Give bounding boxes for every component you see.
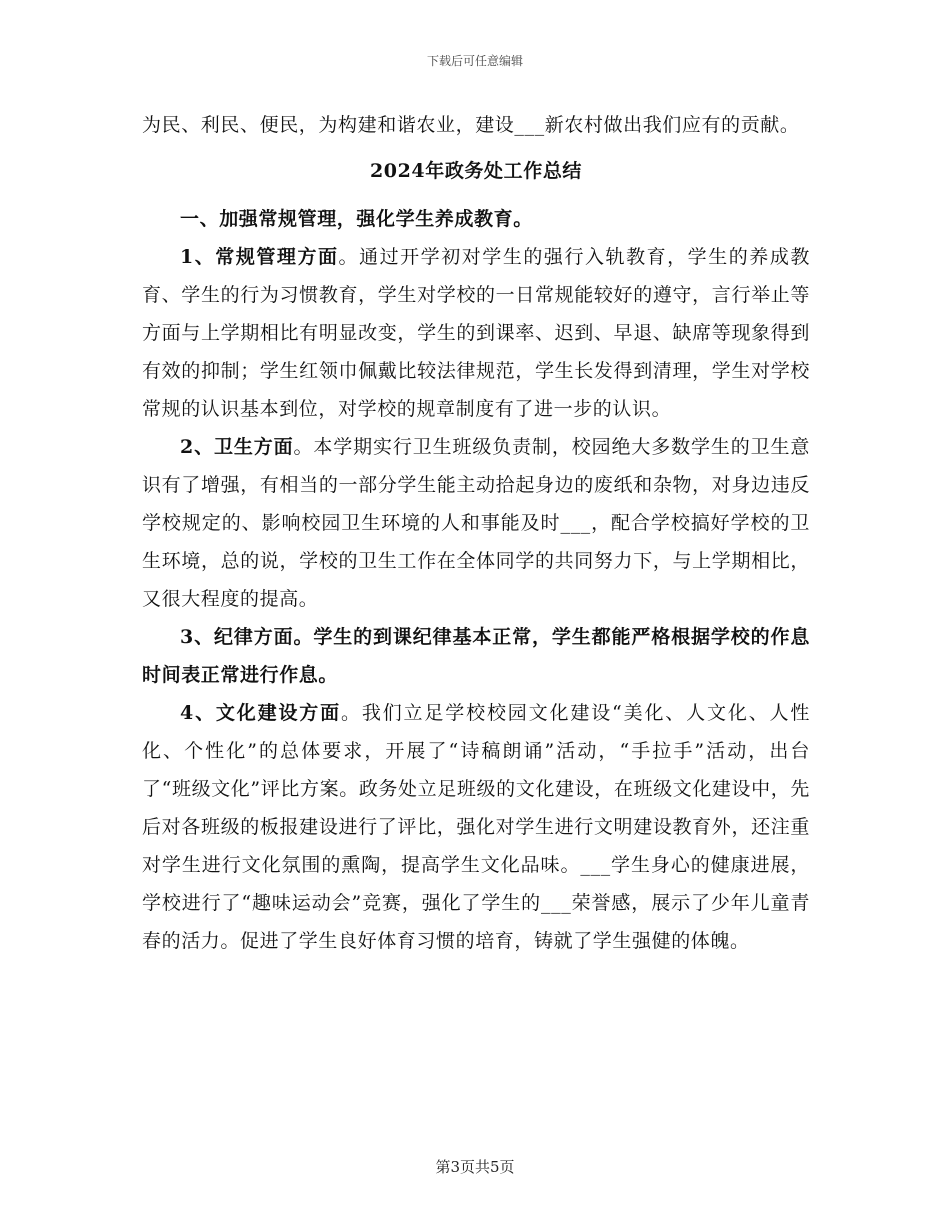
paragraph-discipline <box>142 618 810 694</box>
document-body <box>142 106 810 960</box>
item-label: 4、文化建设方面 <box>180 702 342 724</box>
page-header: 下载后可任意编辑 <box>426 54 523 68</box>
item-body: 。本学期实行卫生班级负责制，校园绝大多数学生的卫生意识有了增强，有相当的一部分学生能主动拾起身边的废纸和杂物，对身边违反学校规定的、影响校园卫生环境的人和事能及时___，配合学校搞好学校的卫生环境，总的说，学校的卫生工作在全体同学的共同努力下，与上学期相比，又很大程度的提高。 <box>142 436 810 610</box>
item-body: 。我们立足学校校园文化建设“美化、人文化、人性化、个性化”的总体要求，开展了“诗稿朗诵”活动，“手拉手”活动，出台了“班级文化”评比方案。政务处立足班级的文化建设，在班级文化建设中，先后对各班级的板报建设进行了评比，强化对学生进行文明建设教育外，还注重对学生进行文化氛围的熏陶，提高学生文化品味。___学生身心的健康进展，学校进行了“趣味运动会”竞赛，强化了学生的___荣誉感，展示了少年儿童青春的活力。促进了学生良好体育习惯的培育，铸就了学生强健的体魄。 <box>142 702 810 952</box>
item-label: 3、纪律方面。学生的到课纪律基本正常，学生都能严格根据学校的作息时间表正常进行作息。 <box>142 626 810 686</box>
paragraph-culture <box>142 694 810 960</box>
intro-paragraph: 为民、利民、便民，为构建和谐农业，建设___新农村做出我们应有的贡献。 <box>142 114 800 136</box>
paragraph-hygiene <box>142 428 810 618</box>
paragraph-routine-management <box>142 238 810 428</box>
item-label: 1、常规管理方面 <box>180 246 339 268</box>
document-title: 2024年政务处工作总结 <box>369 160 583 182</box>
page-number: 第3页共5页 <box>435 1158 515 1176</box>
item-body: 。通过开学初对学生的强行入轨教育，学生的养成教育、学生的行为习惯教育，学生对学校的一日常规能较好的遵守，言行举止等方面与上学期相比有明显改变，学生的到课率、迟到、早退、缺席等现象得到有效的抑制；学生红领巾佩戴比较法律规范，学生长发得到清理，学生对学校常规的认识基本到位，对学校的规章制度有了进一步的认识。 <box>142 246 810 420</box>
section-heading: 一、加强常规管理，强化学生养成教育。 <box>180 208 533 230</box>
item-label: 2、卫生方面 <box>180 436 294 458</box>
